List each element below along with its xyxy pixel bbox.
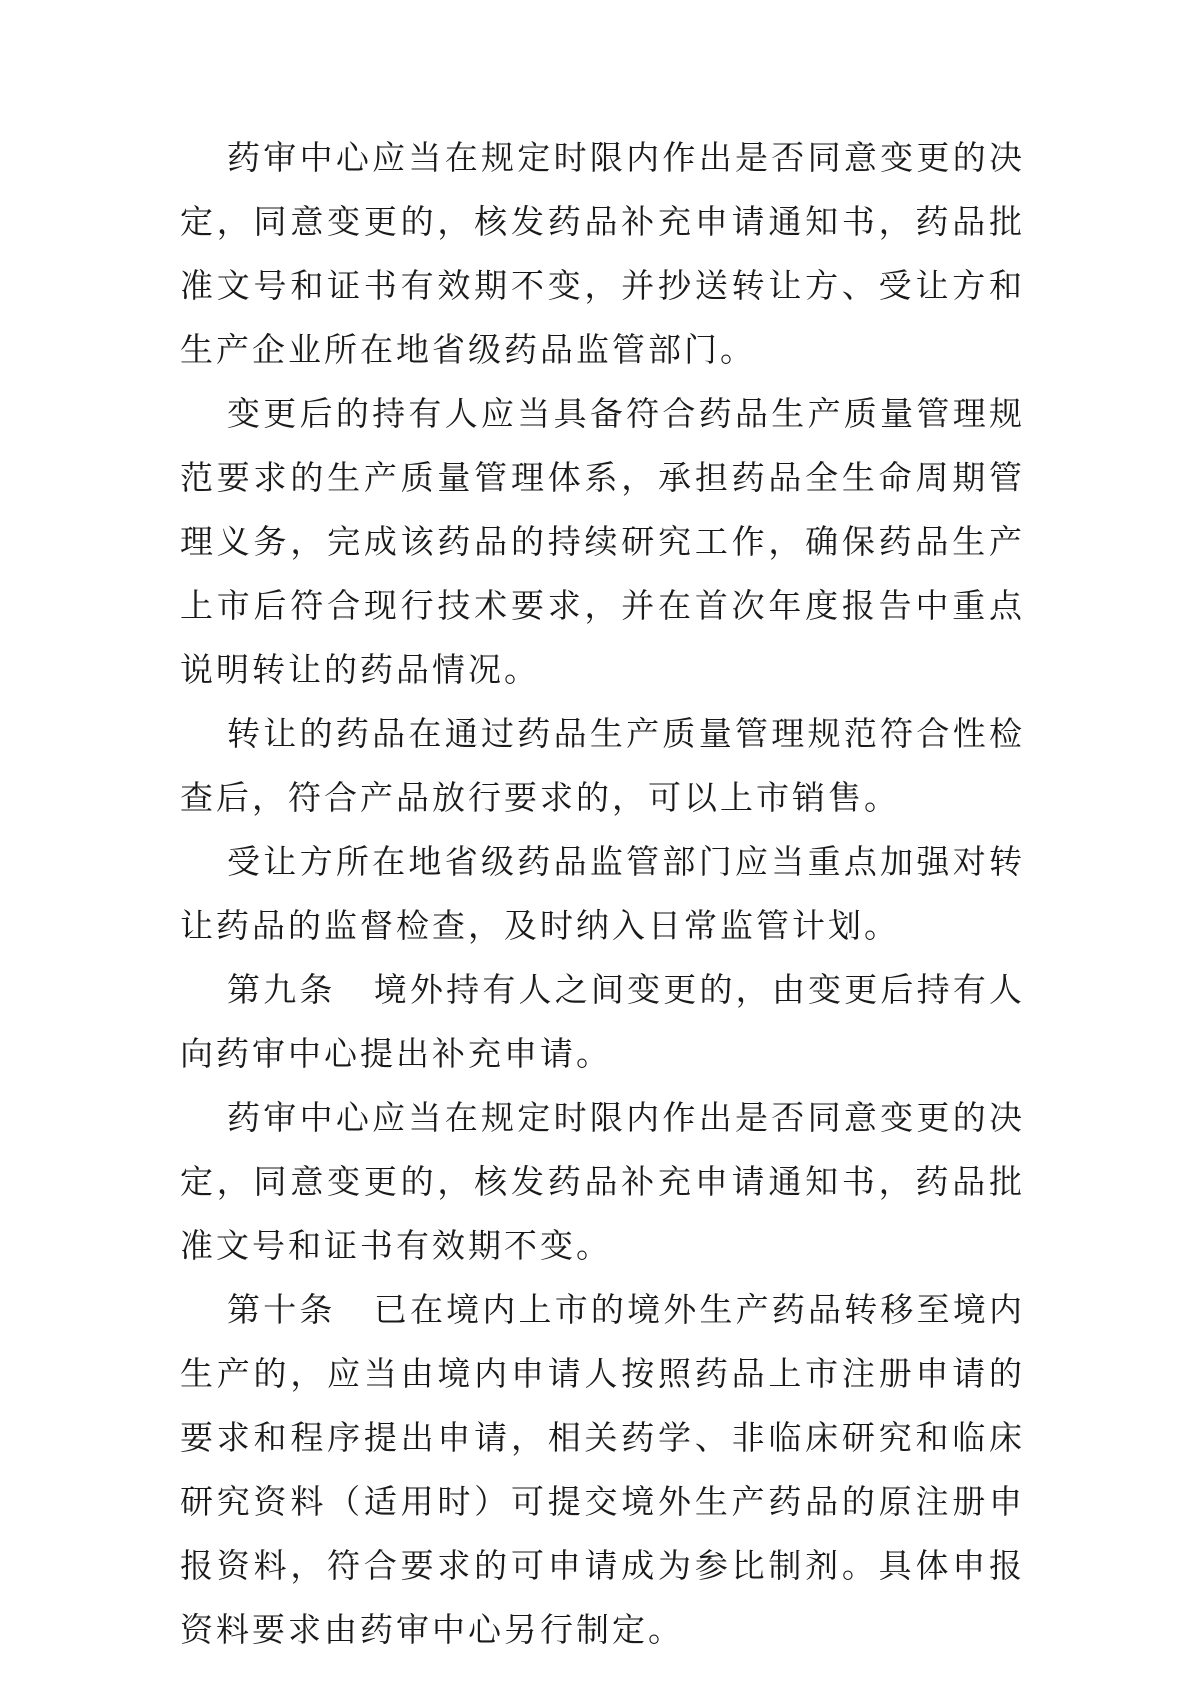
paragraph-article-nine xyxy=(180,958,1025,1086)
paragraph-text: 药审中心应当在规定时限内作出是否同意变更的决定，同意变更的，核发药品补充申请通知书，药品批准文号和证书有效期不变，并抄送转让方、受让方和生产企业所在地省级药品监管部门。 xyxy=(180,138,1025,369)
paragraph-text: 变更后的持有人应当具备符合药品生产质量管理规范要求的生产质量管理体系，承担药品全生命周期管理义务，完成该药品的持续研究工作，确保药品生产上市后符合现行技术要求，并在首次年度报告中重点说明转让的药品情况。 xyxy=(180,394,1025,689)
article-number: 第九条 xyxy=(227,970,336,1009)
paragraph-text: 药审中心应当在规定时限内作出是否同意变更的决定，同意变更的，核发药品补充申请通知书，药品批准文号和证书有效期不变。 xyxy=(180,1098,1025,1265)
paragraph-approval-decision xyxy=(180,126,1025,382)
paragraph-approval-decision-overseas xyxy=(180,1086,1025,1278)
paragraph-supervision xyxy=(180,830,1025,958)
paragraph-holder-obligations xyxy=(180,382,1025,702)
paragraph-transfer-release xyxy=(180,702,1025,830)
paragraph-text: 已在境内上市的境外生产药品转移至境内生产的，应当由境内申请人按照药品上市注册申请的要求和程序提出申请，相关药学、非临床研究和临床研究资料（适用时）可提交境外生产药品的原注册申报资料，符合要求的可申请成为参比制剂。具体申报资料要求由药审中心另行制定。 xyxy=(180,1290,1026,1649)
paragraph-text: 转让的药品在通过药品生产质量管理规范符合性检查后，符合产品放行要求的，可以上市销售。 xyxy=(180,714,1025,817)
paragraph-text: 境外持有人之间变更的，由变更后持有人向药审中心提出补充申请。 xyxy=(180,970,1026,1073)
article-number: 第十条 xyxy=(227,1290,336,1329)
paragraph-text: 受让方所在地省级药品监管部门应当重点加强对转让药品的监督检查，及时纳入日常监管计划。 xyxy=(180,842,1025,945)
paragraph-article-ten xyxy=(180,1278,1025,1662)
document-body xyxy=(180,126,1025,1662)
